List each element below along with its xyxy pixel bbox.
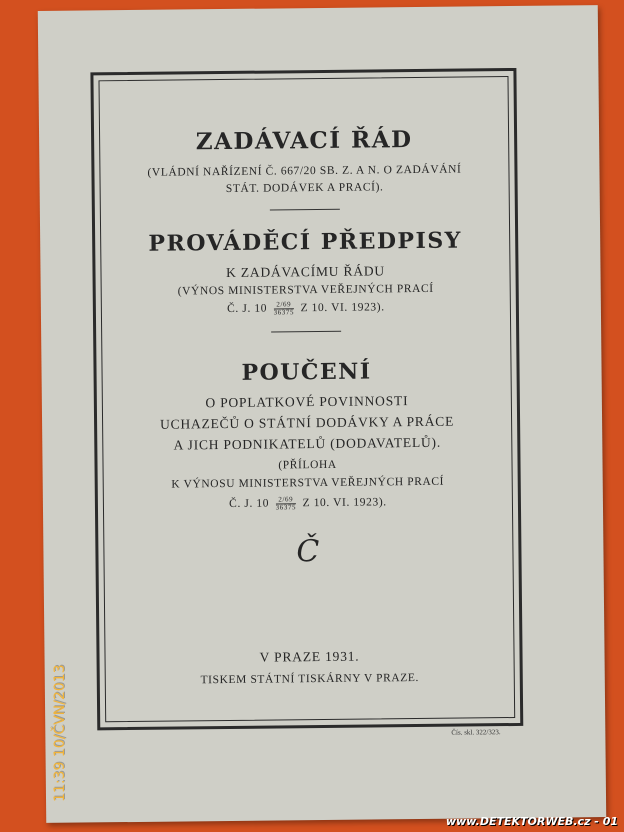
catalog-number: Čís. skl. 322/323. <box>451 728 501 737</box>
section3-subtitle-2: UCHAZEČŮ O STÁTNÍ DODÁVKY A PRÁCE <box>159 413 455 432</box>
section3-frac-num: 2/69 <box>276 496 297 504</box>
watermark: www.DETEKTORWEB.cz - 01 <box>445 815 618 828</box>
printer-press: TISKEM STÁTNÍ TISKÁRNY V PRAZE. <box>200 671 420 687</box>
booklet-cover <box>38 5 606 823</box>
section2-reference <box>102 298 510 318</box>
section3-frac-den: 36375 <box>275 503 297 512</box>
divider-2 <box>271 331 341 333</box>
timestamp-overlay: 11:39 10/ČVN/2013 <box>52 664 68 802</box>
section2-frac-num: 2/69 <box>273 301 294 309</box>
section1-title: ZADÁVACÍ ŘÁD <box>195 126 413 156</box>
section2-subtitle-2: (VÝNOS MINISTERSTVA VEŘEJNÝCH PRACÍ <box>177 282 434 298</box>
section1-subtitle-2: STÁT. DODÁVEK A PRACÍ). <box>225 181 384 195</box>
printer-logo-icon: Č <box>296 534 320 570</box>
section2-title: PROVÁDĚCÍ PŘEDPISY <box>148 227 463 257</box>
section3-ref-suffix: Z 10. VI. 1923). <box>302 496 387 510</box>
section2-frac-den: 36375 <box>273 308 295 317</box>
section2-ref-prefix: Č. J. 10 <box>227 302 268 315</box>
printer-place: V PRAZE 1931. <box>259 648 360 665</box>
cover-border <box>90 68 523 730</box>
section3-title: POUČENÍ <box>241 358 372 386</box>
section2-ref-suffix: Z 10. VI. 1923). <box>300 301 385 315</box>
cover-content <box>100 77 515 721</box>
divider-1 <box>270 209 340 211</box>
section3-ref-fraction <box>276 496 297 511</box>
section3-subtitle-3: A JICH PODNIKATELŮ (DODAVATELŮ). <box>173 434 442 453</box>
section3-subtitle-5: K VÝNOSU MINISTERSTVA VEŘEJNÝCH PRACÍ <box>171 475 445 491</box>
section3-ref-prefix: Č. J. 10 <box>229 497 270 510</box>
section3-subtitle-4: (PŘÍLOHA <box>278 458 337 472</box>
section2-subtitle-1: K ZADÁVACÍMU ŘÁDU <box>225 263 386 280</box>
section3-subtitle-1: O POPLATKOVÉ POVINNOSTI <box>205 393 409 411</box>
section1-subtitle-1: (VLÁDNÍ NAŘÍZENÍ Č. 667/20 SB. Z. A N. O ZADÁVÁNÍ <box>147 163 462 179</box>
cover-inner-border <box>98 76 515 722</box>
section2-ref-fraction <box>273 301 294 316</box>
section3-reference <box>104 493 512 513</box>
